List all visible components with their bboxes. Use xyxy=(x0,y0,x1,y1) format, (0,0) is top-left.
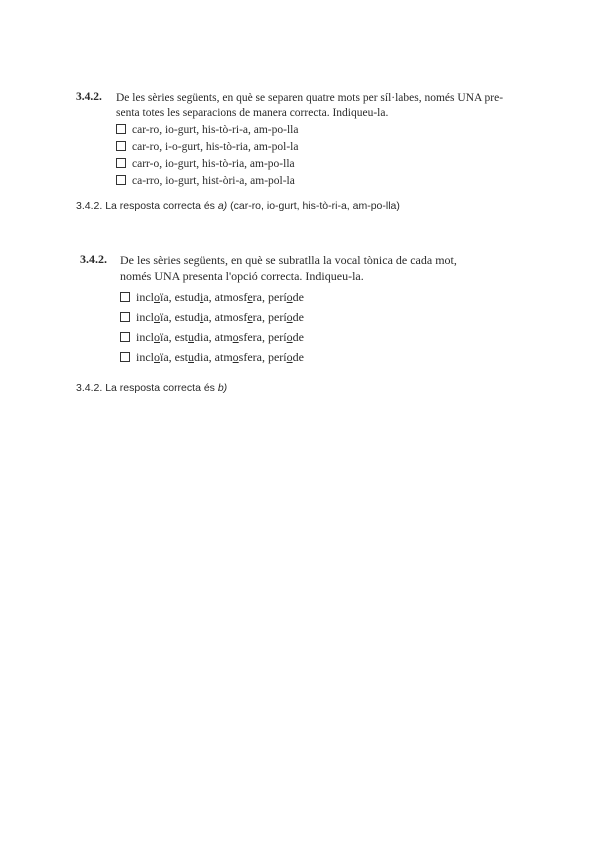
checkbox-icon[interactable] xyxy=(120,352,130,362)
q1-answer-detail: (car-ro, io-gurt, his-tò-ri-a, am-po-lla) xyxy=(230,200,400,212)
underlined-vowel: o xyxy=(286,350,293,364)
q2-answer-letter: b) xyxy=(217,382,228,394)
underlined-vowel: o xyxy=(232,330,239,344)
underlined-vowel: e xyxy=(247,310,253,324)
q2-option-2-text: a, atmosf xyxy=(203,310,248,324)
underlined-vowel: i xyxy=(200,310,204,324)
q2-option-3-text: sfera, perí xyxy=(238,330,287,344)
q2-option-3-text: dia, atm xyxy=(194,330,233,344)
q1-answer-letter: a) xyxy=(217,200,228,212)
question-1-text xyxy=(116,91,536,121)
question-2-line-1: De les sèries següents, en què se subratlla la vocal tònica de cada mot, xyxy=(120,253,457,267)
q2-option-1[interactable] xyxy=(120,290,304,304)
q2-option-3-text: incl xyxy=(136,330,154,344)
q2-option-4-text: de xyxy=(292,350,304,364)
q2-option-1-text: ïa, estud xyxy=(160,290,200,304)
q1-option-2-label: car-ro, i-o-gurt, his-tò-ria, am-pol-la xyxy=(132,141,299,153)
q2-option-1-text: a, atmosf xyxy=(203,290,248,304)
q2-option-1-text: de xyxy=(292,290,304,304)
question-1-line-2: senta totes les separacions de manera correcta. Indiqueu-la. xyxy=(116,107,389,119)
q2-answer-prefix: 3.4.2. La resposta correcta és xyxy=(76,382,215,394)
q2-option-4-text: dia, atm xyxy=(194,350,233,364)
checkbox-icon[interactable] xyxy=(120,292,130,302)
underlined-vowel: o xyxy=(154,290,160,304)
question-1-line-1: De les sèries següents, en què se separen quatre mots per síl·labes, només UNA pre- xyxy=(116,92,504,104)
q2-option-3-text: ïa, est xyxy=(160,330,188,344)
q1-option-4[interactable] xyxy=(116,174,295,188)
q2-option-1-text: incl xyxy=(136,290,154,304)
underlined-vowel: o xyxy=(154,310,160,324)
q2-option-2-text: ra, perí xyxy=(252,310,287,324)
q1-option-4-label: ca-rro, io-gurt, hist-òri-a, am-pol-la xyxy=(132,175,295,187)
q2-option-2-text: incl xyxy=(136,310,154,324)
q2-option-4[interactable] xyxy=(120,350,304,364)
checkbox-icon[interactable] xyxy=(116,158,126,168)
question-2-line-2: només UNA presenta l'opció correcta. Indiqueu-la. xyxy=(120,269,364,283)
checkbox-icon[interactable] xyxy=(116,124,126,134)
underlined-vowel: o xyxy=(286,290,293,304)
checkbox-icon[interactable] xyxy=(120,312,130,322)
checkbox-icon[interactable] xyxy=(116,141,126,151)
q2-answer xyxy=(76,382,227,394)
q2-option-2-text: ïa, estud xyxy=(160,310,200,324)
q1-option-1-label: car-ro, io-gurt, his-tò-ri-a, am-po-lla xyxy=(132,124,299,136)
checkbox-icon[interactable] xyxy=(120,332,130,342)
underlined-vowel: o xyxy=(232,350,239,364)
underlined-vowel: o xyxy=(154,330,160,344)
underlined-vowel: o xyxy=(286,310,293,324)
q2-option-2[interactable] xyxy=(120,310,304,324)
q2-option-3[interactable] xyxy=(120,330,304,344)
question-1-number: 3.4.2. xyxy=(76,91,102,103)
q1-answer-prefix: 3.4.2. La resposta correcta és xyxy=(76,200,215,212)
q2-option-3-text: de xyxy=(292,330,304,344)
underlined-vowel: e xyxy=(247,290,253,304)
question-2-text xyxy=(120,252,520,284)
q2-option-4-text: sfera, perí xyxy=(238,350,287,364)
underlined-vowel: o xyxy=(286,330,293,344)
q1-option-3-label: carr-o, io-gurt, his-tò-ria, am-po-lla xyxy=(132,158,295,170)
checkbox-icon[interactable] xyxy=(116,175,126,185)
q2-option-4-text: incl xyxy=(136,350,154,364)
q1-answer xyxy=(76,200,400,212)
question-2-number: 3.4.2. xyxy=(80,252,107,266)
underlined-vowel: u xyxy=(188,330,194,344)
q2-option-4-text: ïa, est xyxy=(160,350,188,364)
underlined-vowel: u xyxy=(188,350,194,364)
underlined-vowel: o xyxy=(154,350,160,364)
q1-option-2[interactable] xyxy=(116,140,298,154)
q1-option-1[interactable] xyxy=(116,123,298,137)
q1-option-3[interactable] xyxy=(116,157,295,171)
q2-option-2-text: de xyxy=(292,310,304,324)
q2-option-1-text: ra, perí xyxy=(252,290,287,304)
underlined-vowel: i xyxy=(200,290,204,304)
